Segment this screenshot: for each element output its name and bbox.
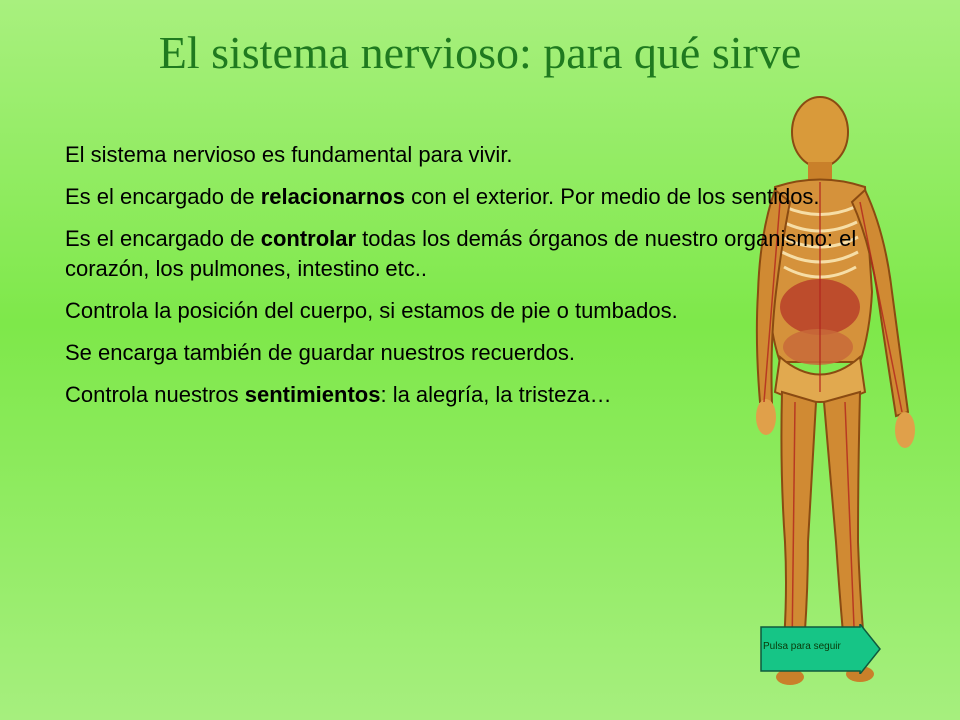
paragraph: Es el encargado de relacionarnos con el exterior. Por medio de los sentidos. [65,184,820,209]
emphasis: controlar [260,226,357,251]
emphasis: sentimientos [244,382,381,407]
emphasis: relacionarnos [260,184,405,209]
paragraph: Se encarga también de guardar nuestros recuerdos. [65,340,575,365]
slide-body [65,140,865,422]
paragraph: El sistema nervioso es fundamental para vivir. [65,142,513,167]
paragraph: Controla nuestros sentimientos: la alegría, la tristeza… [65,382,612,407]
next-arrow-button[interactable] [760,624,882,674]
paragraph: Controla la posición del cuerpo, si estamos de pie o tumbados. [65,298,678,323]
slide-title: El sistema nervioso: para qué sirve [158,27,802,78]
next-button-label: Pulsa para seguir [763,641,841,652]
paragraph: Es el encargado de controlar todas los demás órganos de nuestro organismo: el corazón, los pulmones, intestino etc.. [65,226,857,281]
